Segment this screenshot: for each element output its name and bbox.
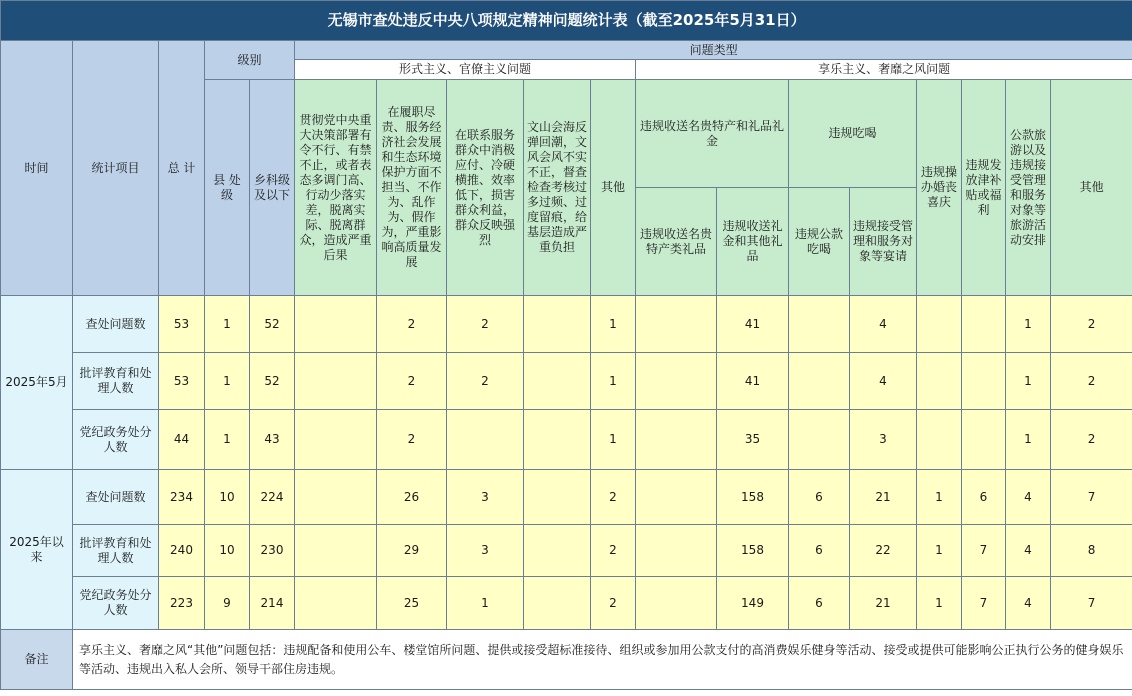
cell-f4 bbox=[524, 296, 591, 353]
cell-township: 52 bbox=[250, 353, 295, 410]
cell-gift1 bbox=[636, 296, 717, 353]
cell-f4 bbox=[524, 577, 591, 630]
header-eat-2: 违规接受管理和服务对象等宴请 bbox=[850, 188, 917, 296]
cell-township: 52 bbox=[250, 296, 295, 353]
cell-f-other: 2 bbox=[591, 525, 636, 577]
cell-gift1 bbox=[636, 410, 717, 470]
header-hedonism-other: 其他 bbox=[1051, 80, 1132, 296]
cell-county: 10 bbox=[205, 525, 250, 577]
cell-gift2: 158 bbox=[717, 525, 789, 577]
cell-h-other: 2 bbox=[1051, 353, 1132, 410]
cell-subsidy bbox=[962, 353, 1006, 410]
cell-wedding: 1 bbox=[917, 470, 962, 525]
header-level: 级别 bbox=[205, 41, 295, 80]
cell-subsidy bbox=[962, 296, 1006, 353]
cell-f1 bbox=[295, 296, 377, 353]
cell-travel: 1 bbox=[1006, 410, 1051, 470]
cell-gift2: 35 bbox=[717, 410, 789, 470]
cell-f4 bbox=[524, 470, 591, 525]
cell-subsidy bbox=[962, 410, 1006, 470]
table-row bbox=[1, 296, 1132, 353]
cell-eat1: 6 bbox=[789, 525, 850, 577]
cell-gift1 bbox=[636, 353, 717, 410]
cell-wedding bbox=[917, 296, 962, 353]
cell-f3: 2 bbox=[447, 353, 524, 410]
cell-eat1 bbox=[789, 353, 850, 410]
cell-f3: 3 bbox=[447, 525, 524, 577]
period-label: 2025年以来 bbox=[1, 470, 73, 630]
cell-f3 bbox=[447, 410, 524, 470]
cell-f1 bbox=[295, 577, 377, 630]
cell-travel: 4 bbox=[1006, 470, 1051, 525]
cell-f-other: 1 bbox=[591, 296, 636, 353]
cell-wedding: 1 bbox=[917, 525, 962, 577]
header-problem-type: 问题类型 bbox=[295, 41, 1132, 60]
cell-eat1: 6 bbox=[789, 577, 850, 630]
row-item: 查处问题数 bbox=[73, 470, 159, 525]
cell-gift1 bbox=[636, 470, 717, 525]
cell-h-other: 8 bbox=[1051, 525, 1132, 577]
cell-f2: 2 bbox=[377, 296, 447, 353]
header-gift-group: 违规收送名贵特产和礼品礼金 bbox=[636, 80, 789, 188]
cell-subsidy: 7 bbox=[962, 577, 1006, 630]
cell-county: 1 bbox=[205, 296, 250, 353]
header-formalism-1: 贯彻党中央重大决策部署有令不行、有禁不止，或者表态多调门高、行动少落实差，脱离实际、脱离群众，造成严重后果 bbox=[295, 80, 377, 296]
cell-f3: 3 bbox=[447, 470, 524, 525]
cell-wedding bbox=[917, 410, 962, 470]
cell-f3: 2 bbox=[447, 296, 524, 353]
cell-f4 bbox=[524, 525, 591, 577]
cell-subsidy: 6 bbox=[962, 470, 1006, 525]
cell-travel: 4 bbox=[1006, 577, 1051, 630]
cell-township: 230 bbox=[250, 525, 295, 577]
header-eat-group: 违规吃喝 bbox=[789, 80, 917, 188]
cell-h-other: 2 bbox=[1051, 296, 1132, 353]
cell-county: 1 bbox=[205, 410, 250, 470]
cell-total: 223 bbox=[159, 577, 205, 630]
cell-f2: 2 bbox=[377, 410, 447, 470]
cell-total: 240 bbox=[159, 525, 205, 577]
cell-h-other: 2 bbox=[1051, 410, 1132, 470]
cell-eat1 bbox=[789, 296, 850, 353]
cell-f2: 2 bbox=[377, 353, 447, 410]
cell-f4 bbox=[524, 353, 591, 410]
row-item: 党纪政务处分人数 bbox=[73, 410, 159, 470]
note-text: 享乐主义、奢靡之风“其他”问题包括：违规配备和使用公车、楼堂馆所问题、提供或接受超标准接待、组织或参加用公款支付的高消费娱乐健身等活动、接受或提供可能影响公正执行公务的健身娱乐等活动、违规出入私人会所、领导干部住房违规。 bbox=[73, 630, 1132, 690]
header-time: 时间 bbox=[1, 41, 73, 296]
cell-eat2: 3 bbox=[850, 410, 917, 470]
header-travel: 公款旅游以及违规接受管理和服务对象等旅游活动安排 bbox=[1006, 80, 1051, 296]
cell-f4 bbox=[524, 410, 591, 470]
cell-subsidy: 7 bbox=[962, 525, 1006, 577]
header-formalism-2: 在履职尽责、服务经济社会发展和生态环境保护方面不担当、不作为、乱作为、假作为，严重影响高质量发展 bbox=[377, 80, 447, 296]
cell-f-other: 1 bbox=[591, 410, 636, 470]
cell-f2: 29 bbox=[377, 525, 447, 577]
cell-gift2: 41 bbox=[717, 353, 789, 410]
cell-wedding bbox=[917, 353, 962, 410]
cell-f2: 26 bbox=[377, 470, 447, 525]
cell-township: 214 bbox=[250, 577, 295, 630]
header-township: 乡科级及以下 bbox=[250, 80, 295, 296]
cell-gift2: 41 bbox=[717, 296, 789, 353]
cell-f-other: 2 bbox=[591, 470, 636, 525]
cell-f2: 25 bbox=[377, 577, 447, 630]
header-subsidy: 违规发放津补贴或福利 bbox=[962, 80, 1006, 296]
cell-gift1 bbox=[636, 525, 717, 577]
header-wedding: 违规操办婚丧喜庆 bbox=[917, 80, 962, 296]
cell-travel: 1 bbox=[1006, 296, 1051, 353]
header-hedonism-group: 享乐主义、奢靡之风问题 bbox=[636, 60, 1132, 80]
row-item: 党纪政务处分人数 bbox=[73, 577, 159, 630]
cell-eat2: 21 bbox=[850, 470, 917, 525]
cell-travel: 1 bbox=[1006, 353, 1051, 410]
note-label: 备注 bbox=[1, 630, 73, 690]
header-county: 县 处 级 bbox=[205, 80, 250, 296]
cell-eat2: 21 bbox=[850, 577, 917, 630]
cell-f-other: 2 bbox=[591, 577, 636, 630]
cell-total: 234 bbox=[159, 470, 205, 525]
table-row bbox=[1, 525, 1132, 577]
cell-township: 224 bbox=[250, 470, 295, 525]
row-item: 批评教育和处理人数 bbox=[73, 353, 159, 410]
cell-gift2: 149 bbox=[717, 577, 789, 630]
cell-gift1 bbox=[636, 577, 717, 630]
cell-township: 43 bbox=[250, 410, 295, 470]
header-formalism-3: 在联系服务群众中消极应付、冷硬横推、效率低下，损害群众利益，群众反映强烈 bbox=[447, 80, 524, 296]
cell-f-other: 1 bbox=[591, 353, 636, 410]
table-row bbox=[1, 470, 1132, 525]
row-item: 查处问题数 bbox=[73, 296, 159, 353]
cell-total: 53 bbox=[159, 353, 205, 410]
cell-f1 bbox=[295, 410, 377, 470]
cell-total: 53 bbox=[159, 296, 205, 353]
cell-eat2: 22 bbox=[850, 525, 917, 577]
cell-f1 bbox=[295, 525, 377, 577]
header-gift-2: 违规收送礼金和其他礼品 bbox=[717, 188, 789, 296]
header-item: 统计项目 bbox=[73, 41, 159, 296]
cell-total: 44 bbox=[159, 410, 205, 470]
row-item: 批评教育和处理人数 bbox=[73, 525, 159, 577]
cell-f3: 1 bbox=[447, 577, 524, 630]
cell-travel: 4 bbox=[1006, 525, 1051, 577]
cell-h-other: 7 bbox=[1051, 470, 1132, 525]
header-formalism-group: 形式主义、官僚主义问题 bbox=[295, 60, 636, 80]
table-row bbox=[1, 353, 1132, 410]
cell-county: 9 bbox=[205, 577, 250, 630]
header-total: 总 计 bbox=[159, 41, 205, 296]
table-row bbox=[1, 577, 1132, 630]
table-title: 无锡市查处违反中央八项规定精神问题统计表（截至2025年5月31日） bbox=[1, 1, 1132, 41]
cell-f1 bbox=[295, 470, 377, 525]
period-label: 2025年5月 bbox=[1, 296, 73, 470]
header-formalism-other: 其他 bbox=[591, 80, 636, 296]
cell-gift2: 158 bbox=[717, 470, 789, 525]
cell-h-other: 7 bbox=[1051, 577, 1132, 630]
cell-wedding: 1 bbox=[917, 577, 962, 630]
header-formalism-4: 文山会海反弹回潮，文风会风不实不正，督查检查考核过多过频、过度留痕，给基层造成严重负担 bbox=[524, 80, 591, 296]
header-eat-1: 违规公款吃喝 bbox=[789, 188, 850, 296]
cell-eat2: 4 bbox=[850, 296, 917, 353]
cell-county: 1 bbox=[205, 353, 250, 410]
cell-eat1 bbox=[789, 410, 850, 470]
cell-county: 10 bbox=[205, 470, 250, 525]
header-gift-1: 违规收送名贵特产类礼品 bbox=[636, 188, 717, 296]
table-row bbox=[1, 410, 1132, 470]
cell-eat1: 6 bbox=[789, 470, 850, 525]
cell-f1 bbox=[295, 353, 377, 410]
cell-eat2: 4 bbox=[850, 353, 917, 410]
